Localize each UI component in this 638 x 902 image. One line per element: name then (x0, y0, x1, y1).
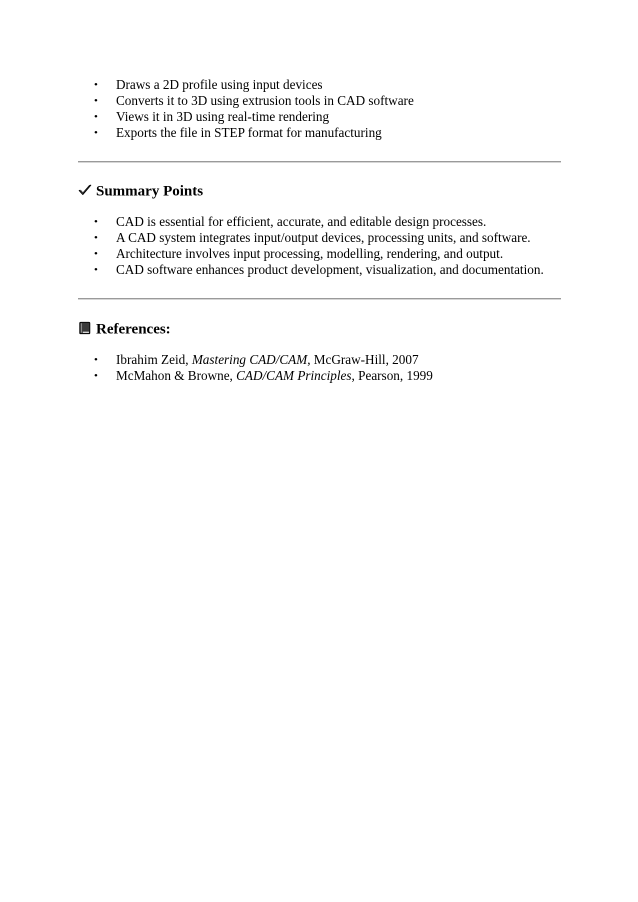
section-divider (78, 298, 561, 300)
bullet: • (94, 354, 98, 366)
list-item-text: Views it in 3D using real-time rendering (116, 109, 330, 124)
bullet: • (94, 232, 98, 244)
section-divider (78, 161, 561, 163)
summary-points-list (94, 214, 564, 278)
list-item (94, 368, 564, 384)
summary-title: Summary Points (96, 183, 204, 200)
list-item-text: CAD software enhances product development, visualization, and documentation. (116, 262, 544, 277)
list-item (94, 214, 564, 230)
list-item (94, 93, 564, 109)
check-mark-icon (78, 183, 92, 197)
list-item (94, 109, 564, 125)
list-item (94, 230, 564, 246)
list-item-text: Exports the file in STEP format for manufacturing (116, 125, 382, 140)
list-item (94, 77, 564, 93)
list-item-text: CAD is essential for efficient, accurate, and editable design processes. (116, 214, 487, 229)
references-title: References: (96, 321, 171, 338)
bullet: • (94, 248, 98, 260)
reference-author: Ibrahim Zeid, (116, 352, 192, 367)
reference-author: McMahon & Browne, (116, 368, 237, 383)
book-icon (78, 321, 92, 335)
reference-title: CAD/CAM Principles (236, 368, 352, 383)
bullet: • (94, 111, 98, 123)
list-item (94, 352, 564, 368)
reference-publisher: , McGraw-Hill, 2007 (307, 352, 419, 367)
list-item (94, 262, 564, 278)
summary-heading (78, 181, 203, 201)
list-item-text: Draws a 2D profile using input devices (116, 77, 323, 92)
bullet: • (94, 264, 98, 276)
reference-title: Mastering CAD/CAM (191, 352, 308, 367)
bullet: • (94, 127, 98, 139)
list-item-text: Architecture involves input processing, modelling, rendering, and output. (116, 246, 504, 261)
bullet: • (94, 95, 98, 107)
bullet: • (94, 79, 98, 91)
list-item-text: Converts it to 3D using extrusion tools in CAD software (116, 93, 414, 108)
bullet: • (94, 370, 98, 382)
list-item-text: A CAD system integrates input/output devices, processing units, and software. (116, 230, 531, 245)
references-heading (78, 319, 171, 339)
list-item (94, 125, 564, 141)
reference-publisher: , Pearson, 1999 (351, 368, 433, 383)
list-item (94, 246, 564, 262)
process-steps-list (94, 77, 564, 141)
references-list (94, 352, 564, 384)
bullet: • (94, 216, 98, 228)
